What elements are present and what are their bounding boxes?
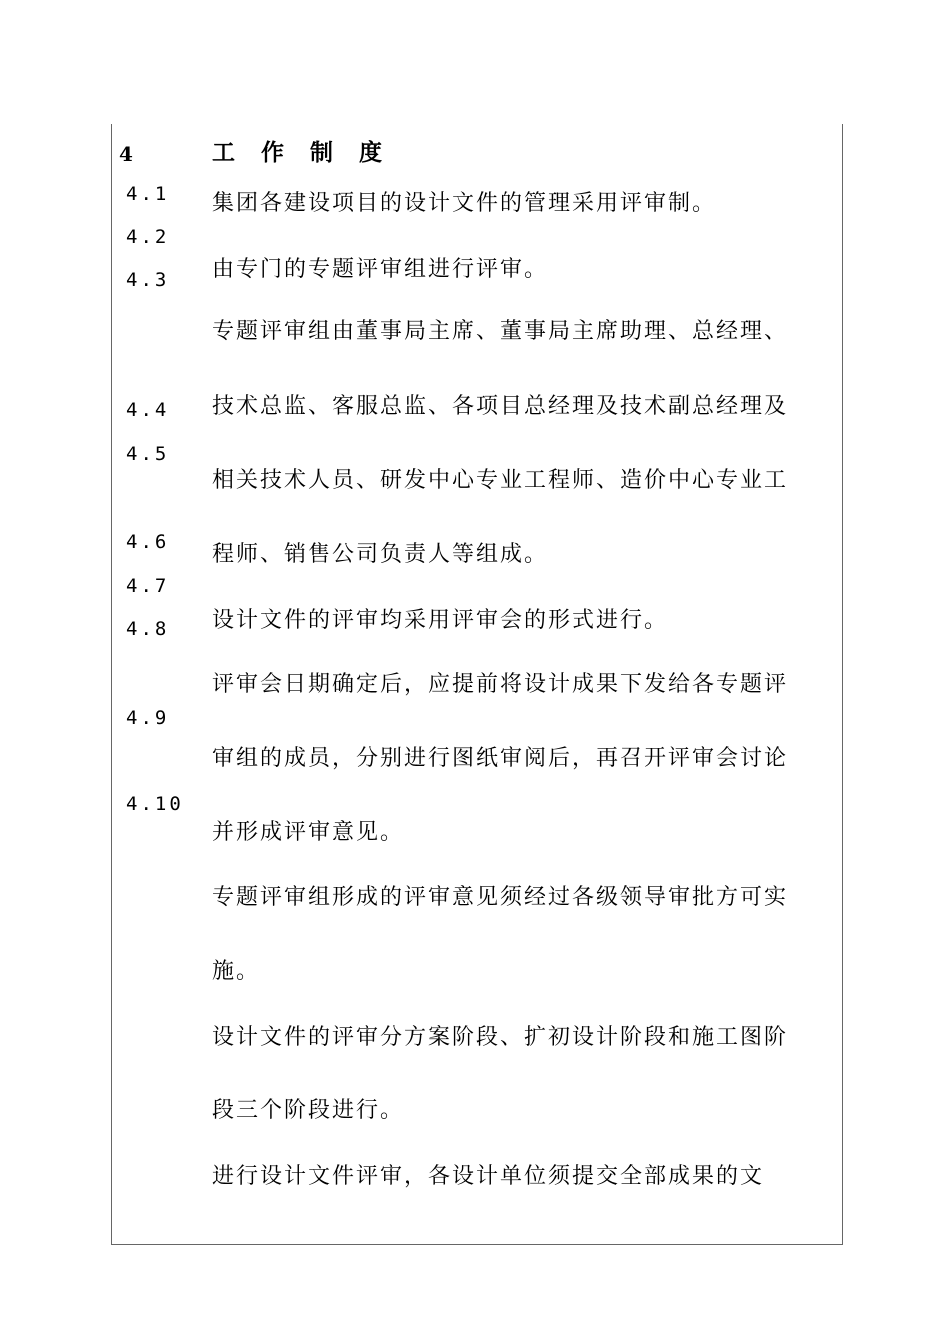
section-title: 工 作 制 度: [212, 139, 392, 166]
text-line: 进行设计文件评审，各设计单位须提交全部成果的文: [212, 1164, 765, 1189]
item-number-4-5: 4.5: [126, 443, 170, 465]
text-line: 设计文件的评审均采用评审会的形式进行。: [212, 608, 669, 633]
text-line: 相关技术人员、研发中心专业工程师、造价中心专业工: [212, 468, 789, 493]
item-number-4-9: 4.9: [126, 707, 170, 729]
text-line: 专题评审组由董事局主席、董事局主席助理、总经理、: [212, 319, 789, 344]
item-number-4-8: 4.8: [126, 618, 170, 640]
item-number-4-4: 4.4: [126, 399, 170, 421]
text-line: 程师、销售公司负责人等组成。: [212, 542, 549, 567]
text-line: 设计文件的评审分方案阶段、扩初设计阶段和施工图阶: [212, 1025, 789, 1050]
item-number-4-7: 4.7: [126, 575, 170, 597]
text-line: 由专门的专题评审组进行评审。: [212, 257, 549, 282]
text-line: 段三个阶段进行。: [212, 1098, 405, 1123]
text-line: 专题评审组形成的评审意见须经过各级领导审批方可实: [212, 885, 789, 910]
section-number: 4: [119, 142, 133, 166]
text-line: 技术总监、客服总监、各项目总经理及技术副总经理及: [212, 394, 789, 419]
text-line: 审组的成员，分别进行图纸审阅后，再召开评审会讨论: [212, 746, 789, 771]
item-number-4-2: 4.2: [126, 226, 170, 248]
text-line: 评审会日期确定后，应提前将设计成果下发给各专题评: [212, 672, 789, 697]
text-line: 并形成评审意见。: [212, 820, 405, 845]
item-number-4-3: 4.3: [126, 269, 170, 291]
item-number-4-10: 4.10: [126, 793, 184, 815]
item-number-4-1: 4.1: [126, 183, 170, 205]
text-line: 施。: [212, 959, 261, 984]
text-line: 集团各建设项目的设计文件的管理采用评审制。: [212, 191, 717, 216]
item-number-4-6: 4.6: [126, 531, 170, 553]
